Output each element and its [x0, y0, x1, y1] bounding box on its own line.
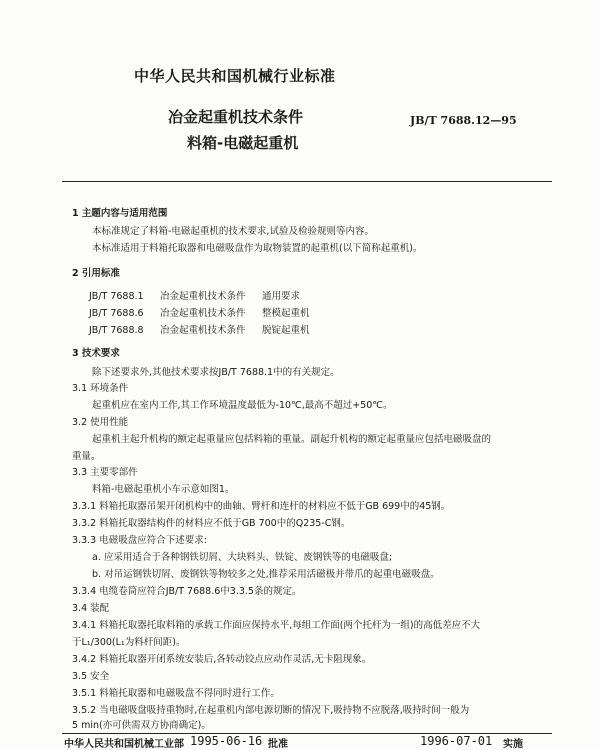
section-1-paragraph-2: 本标准适用于料箱托取器和电磁吸盘作为取物装置的起重机(以下简称起重机)。: [92, 243, 423, 254]
approval-date: 1995-06-16: [190, 734, 263, 748]
section-3-1-heading: 3.1 环境条件: [72, 383, 129, 394]
ref-subject: 整模起重机: [262, 308, 310, 319]
section-3-5-1: 3.5.1 料箱托取器和电磁吸盘不得同时进行工作。: [72, 688, 280, 699]
section-3-3-3-item-b: b. 对吊运钢铁切屑、废钢铁等物较多之处,推荐采用活磁极并带爪的起重电磁吸盘。: [92, 569, 440, 580]
ref-name: 冶金起重机技术条件: [160, 308, 246, 319]
section-3-3-1: 3.3.1 料箱托取器吊架开闭机构中的曲轴、臂杆和连杆的材料应不低于GB 699中的45钢。: [72, 501, 451, 512]
section-3-4-2: 3.4.2 料箱托取器开闭系统安装后,各转动铰点应动作灵活,无卡阻现象。: [72, 654, 372, 665]
approval-organization: 中华人民共和国机械工业部: [64, 739, 184, 750]
section-3-3-3-item-a: a. 应采用适合于各种钢铁切屑、大块料头、铁锭、废钢铁等的电磁吸盘;: [92, 552, 393, 563]
section-2-heading: 2 引用标准: [72, 268, 120, 279]
implementation-date: 1996-07-01: [420, 734, 493, 748]
standard-category-header: 中华人民共和国机械行业标准: [134, 67, 336, 85]
ref-name: 冶金起重机技术条件: [160, 291, 246, 302]
ref-subject: 通用要求: [262, 291, 301, 302]
approval-suffix: 批准: [268, 739, 288, 750]
section-3-3-4: 3.3.4 电缆卷筒应符合JB/T 7688.6中3.3.5条的规定。: [72, 586, 302, 597]
section-3-1-text: 起重机应在室内工作,其工作环境温度最低为-10℃,最高不超过+50℃。: [92, 400, 393, 411]
ref-name: 冶金起重机技术条件: [160, 325, 246, 336]
section-3-4-1-line2: 于L₁/300(L₁为料杆间距)。: [72, 637, 186, 648]
section-3-3-text: 料箱-电磁起重机小车示意如图1。: [92, 484, 235, 495]
implementation-suffix: 实施: [503, 739, 523, 750]
section-3-3-3: 3.3.3 电磁吸盘应符合下述要求:: [72, 535, 207, 546]
section-3-5-heading: 3.5 安全: [72, 671, 110, 682]
ref-code: JB/T 7688.6: [89, 308, 144, 319]
section-3-3-2: 3.3.2 料箱托取器结构件的材料应不低于GB 700中的Q235-C钢。: [72, 518, 351, 529]
section-3-2-heading: 3.2 使用性能: [72, 417, 129, 428]
section-3-heading: 3 技术要求: [72, 348, 120, 359]
section-1-heading: 1 主题内容与适用范围: [72, 208, 168, 219]
ref-code: JB/T 7688.1: [89, 291, 144, 302]
section-3-2-text-line1: 起重机主起升机构的额定起重量应包括料箱的重量。副起升机构的额定起重量应包括电磁吸盘的: [92, 434, 492, 445]
document-title-line2: 料箱-电磁起重机: [187, 134, 299, 152]
ref-code: JB/T 7688.8: [89, 325, 144, 336]
section-3-5-2-line1: 3.5.2 当电磁吸盘吸持重物时,在起重机内部电源切断的情况下,吸持物不应脱落,吸持时间一般为: [72, 705, 470, 716]
section-3-3-heading: 3.3 主要零部件: [72, 467, 138, 478]
section-3-5-2-line2: 5 min(亦可供需双方协商确定)。: [72, 720, 211, 731]
section-3-4-1-line1: 3.4.1 料箱托取器托取料箱的承载工作面应保持水平,每组工作面(两个托杆为一组)的高低差应不大: [72, 620, 481, 631]
header-divider: [62, 181, 552, 182]
section-1-paragraph-1: 本标准规定了料箱-电磁起重机的技术要求,试验及检验规则等内容。: [92, 226, 374, 237]
section-3-2-text-line2: 重量。: [72, 451, 101, 462]
standard-number: JB/T 7688.12—95: [410, 114, 517, 127]
document-title-line1: 冶金起重机技术条件: [168, 108, 304, 126]
section-3-intro: 除下述要求外,其他技术要求按JB/T 7688.1中的有关规定。: [92, 367, 340, 378]
ref-subject: 脱锭起重机: [262, 325, 310, 336]
section-3-4-heading: 3.4 装配: [72, 603, 110, 614]
